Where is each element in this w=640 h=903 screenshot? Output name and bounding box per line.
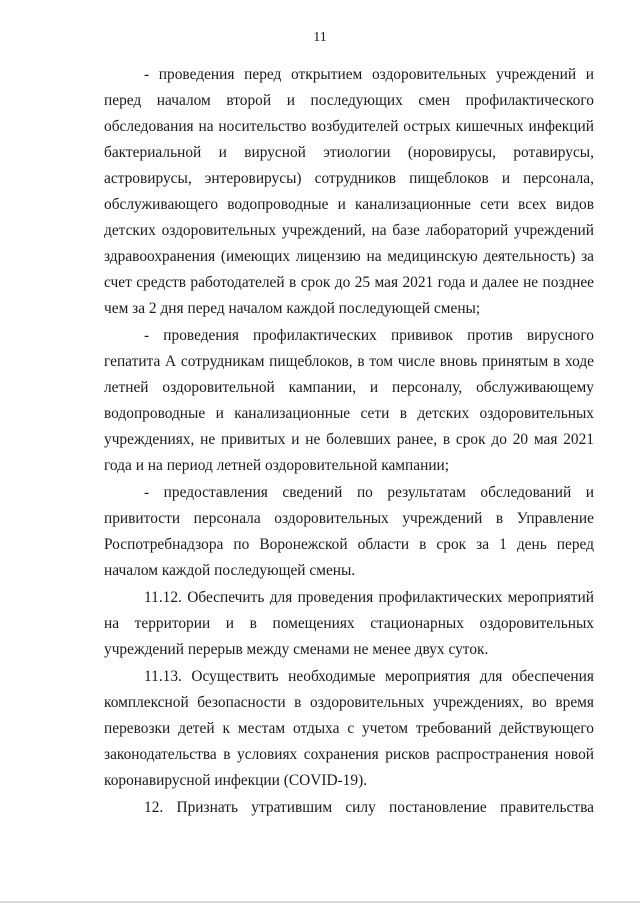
paragraph-hepatitis-vaccination: - проведения профилактических прививок против вирусного гепатита А сотрудникам пищеблоков, в том числе вновь принятым в ходе летней оздоровительной кампании, и персоналу, обслуживающему водопроводные и канализационные сети в детских оздоровительных учреждениях, не привитых и не болевших ранее, в срок до 20 мая 2021 года и на период летней оздоровительной кампании; (104, 327, 594, 474)
paragraph-clause-11-13: 11.13. Осуществить необходимые мероприятия для обеспечения комплексной безопасности в оздоровительных учреждениях, во время перевозки детей к местам отдыха с учетом требований действующего законодательства в условиях сохранения рисков распространения новой коронавирусной инфекции (COVID-19). (104, 668, 594, 789)
paragraph-clause-12: 12. Признать утратившим силу постановление правительства (144, 799, 594, 816)
paragraph-clause-11-12: 11.12. Обеспечить для проведения профилактических мероприятий на территории и в помещениях стационарных оздоровительных учреждений перерыв между сменами не менее двух суток. (104, 589, 594, 658)
paragraph-intestinal-infection-screening: - проведения перед открытием оздоровительных учреждений и перед началом второй и последующих смен профилактического обследования на носительство возбудителей острых кишечных инфекций бактериальной и вирусной этиологии (норовирусы, ротавирусы, астровирусы, энтеровирусы) сотрудников пищеблоков и персонала, обслуживающего водопроводные и канализационные сети всех видов детских оздоровительных учреждений, на базе лабораторий учреждений здравоохранения (имеющих лицензию на медицинскую деятельность) за счет средств работодателей в срок до 25 мая 2021 года и далее не позднее чем за 2 дня перед началом каждой последующей смены; (104, 66, 594, 317)
paragraph-reporting-to-rospotrebnadzor: - предоставления сведений по результатам обследований и привитости персонала оздоровительных учреждений в Управление Роспотребнадзора по Воронежской области в срок за 1 день перед началом каждой последующей смены. (104, 484, 594, 579)
page-number: 11 (313, 30, 327, 45)
document-body (104, 62, 594, 822)
